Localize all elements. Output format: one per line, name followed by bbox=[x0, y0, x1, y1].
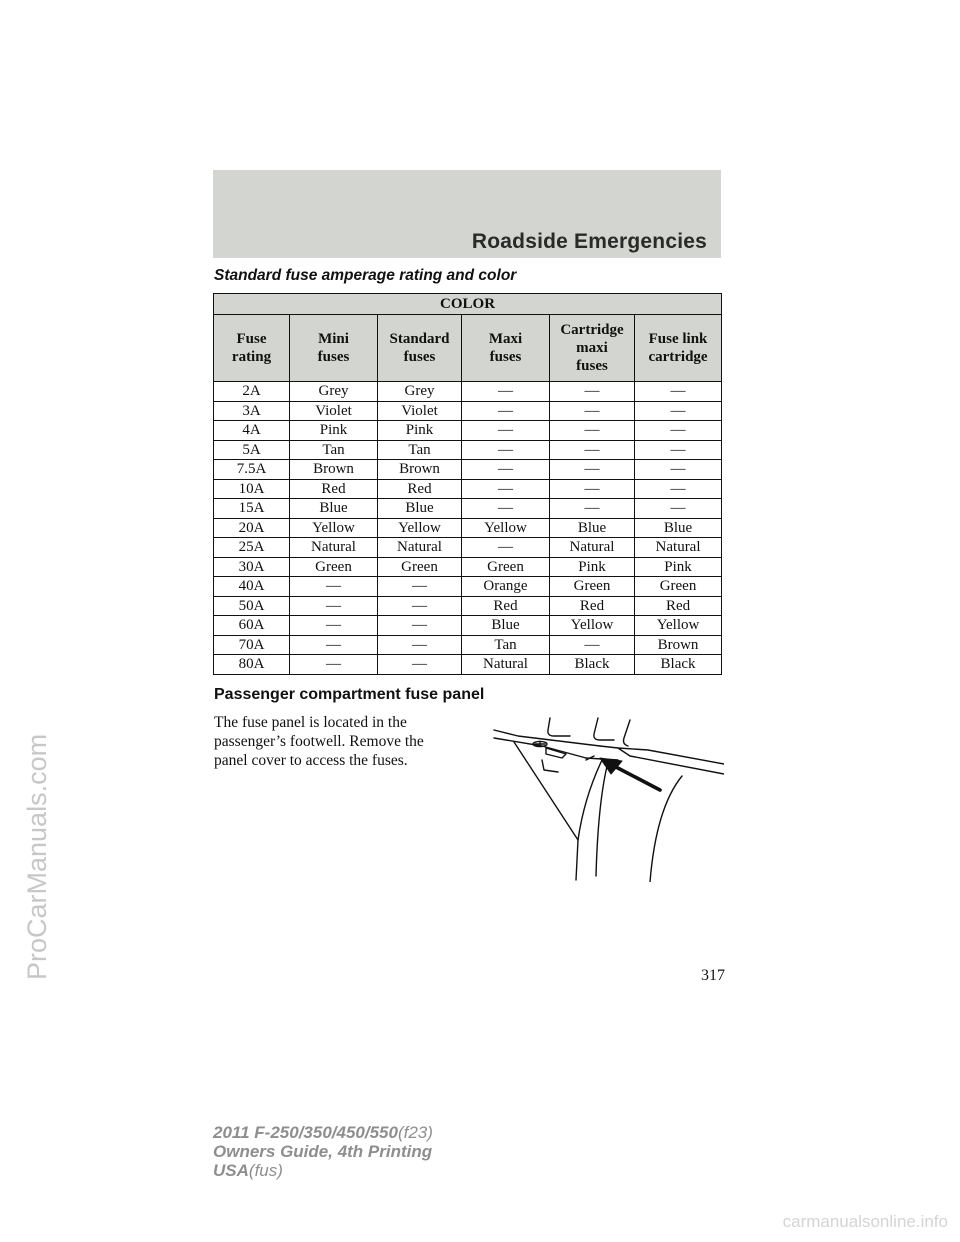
fuse-color-cell: — bbox=[635, 460, 722, 480]
fuse-color-cell: — bbox=[550, 421, 635, 441]
fuse-color-cell: — bbox=[290, 655, 378, 675]
footer-market: USA bbox=[213, 1161, 249, 1180]
fuse-color-cell: — bbox=[462, 382, 550, 402]
fuse-color-cell: — bbox=[550, 479, 635, 499]
fuse-color-cell: — bbox=[462, 460, 550, 480]
column-header-line: Maxi bbox=[488, 331, 523, 347]
fuse-color-cell: — bbox=[635, 479, 722, 499]
fuse-panel-location-illustration bbox=[488, 712, 724, 882]
table-row bbox=[214, 440, 722, 460]
column-header-line: fuses bbox=[489, 349, 522, 365]
fuse-color-cell: Red bbox=[462, 596, 550, 616]
fuse-color-cell: Green bbox=[462, 557, 550, 577]
bottom-watermark: carmanualsonline.info bbox=[782, 1212, 948, 1231]
table-row bbox=[214, 382, 722, 402]
fuse-color-cell: — bbox=[550, 499, 635, 519]
fuse-color-cell: Blue bbox=[378, 499, 462, 519]
description-line: passenger’s footwell. Remove the bbox=[214, 733, 424, 750]
passenger-panel-description bbox=[214, 713, 464, 770]
fuse-color-cell: — bbox=[290, 635, 378, 655]
table-row bbox=[214, 655, 722, 675]
fuse-color-cell: — bbox=[378, 635, 462, 655]
fuse-color-cell: — bbox=[550, 460, 635, 480]
fuse-color-cell: — bbox=[462, 401, 550, 421]
table-row bbox=[214, 518, 722, 538]
table-row bbox=[214, 577, 722, 597]
fuse-color-cell: Violet bbox=[378, 401, 462, 421]
fuse-color-cell: Brown bbox=[635, 635, 722, 655]
column-header-line: fuses bbox=[403, 349, 436, 365]
table-row bbox=[214, 538, 722, 558]
column-header bbox=[635, 315, 722, 382]
table-row bbox=[214, 616, 722, 636]
fuse-rating-cell: 60A bbox=[214, 616, 290, 636]
fuse-color-cell: — bbox=[378, 596, 462, 616]
fuse-color-cell: Tan bbox=[378, 440, 462, 460]
fuse-color-cell: — bbox=[290, 577, 378, 597]
footer-model: 2011 F-250/350/450/550 bbox=[213, 1123, 398, 1142]
fuse-color-cell: — bbox=[462, 479, 550, 499]
side-watermark-text: ProCarManuals.com bbox=[22, 733, 52, 980]
column-header bbox=[550, 315, 635, 382]
fuse-color-cell: — bbox=[635, 401, 722, 421]
fuse-color-cell: — bbox=[635, 421, 722, 441]
column-header-row bbox=[214, 315, 722, 382]
fuse-color-cell: Natural bbox=[462, 655, 550, 675]
fuse-color-cell: Black bbox=[635, 655, 722, 675]
fuse-color-cell: Blue bbox=[290, 499, 378, 519]
fuse-color-cell: Natural bbox=[635, 538, 722, 558]
fuse-color-cell: Green bbox=[550, 577, 635, 597]
table-row bbox=[214, 460, 722, 480]
fuse-color-cell: Black bbox=[550, 655, 635, 675]
fuse-rating-cell: 80A bbox=[214, 655, 290, 675]
description-line: panel cover to access the fuses. bbox=[214, 752, 408, 769]
fuse-color-cell: — bbox=[462, 440, 550, 460]
fuse-color-cell: Natural bbox=[550, 538, 635, 558]
fuse-rating-cell: 15A bbox=[214, 499, 290, 519]
column-header-line: maxi bbox=[576, 340, 608, 356]
fuse-color-cell: Natural bbox=[378, 538, 462, 558]
document-footer bbox=[213, 1123, 433, 1180]
fuse-rating-cell: 2A bbox=[214, 382, 290, 402]
fuse-color-table bbox=[213, 293, 722, 675]
fuse-rating-cell: 30A bbox=[214, 557, 290, 577]
fuse-color-cell: Brown bbox=[378, 460, 462, 480]
fuse-color-cell: Red bbox=[290, 479, 378, 499]
fuse-color-cell: — bbox=[378, 577, 462, 597]
fuse-color-cell: Blue bbox=[550, 518, 635, 538]
fuse-color-cell: Grey bbox=[290, 382, 378, 402]
fuse-color-cell: Grey bbox=[378, 382, 462, 402]
fuse-color-cell: Yellow bbox=[635, 616, 722, 636]
fuse-rating-cell: 70A bbox=[214, 635, 290, 655]
section-header-band bbox=[213, 170, 721, 258]
fuse-color-cell: Orange bbox=[462, 577, 550, 597]
passenger-panel-heading: Passenger compartment fuse panel bbox=[214, 686, 485, 703]
fuse-rating-cell: 3A bbox=[214, 401, 290, 421]
table-row bbox=[214, 421, 722, 441]
fuse-color-cell: — bbox=[550, 440, 635, 460]
color-group-header: COLOR bbox=[214, 294, 722, 315]
fuse-rating-cell: 20A bbox=[214, 518, 290, 538]
fuse-rating-cell: 25A bbox=[214, 538, 290, 558]
side-watermark bbox=[22, 520, 62, 980]
fuse-rating-cell: 7.5A bbox=[214, 460, 290, 480]
fuse-color-cell: Brown bbox=[290, 460, 378, 480]
fuse-color-cell: Yellow bbox=[378, 518, 462, 538]
fuse-color-cell: — bbox=[290, 596, 378, 616]
footer-market-code: (fus) bbox=[248, 1161, 283, 1180]
fuse-rating-cell: 5A bbox=[214, 440, 290, 460]
fuse-color-cell: Green bbox=[635, 577, 722, 597]
fuse-color-cell: Green bbox=[290, 557, 378, 577]
fuse-color-cell: Yellow bbox=[290, 518, 378, 538]
column-header bbox=[214, 315, 290, 382]
table-row bbox=[214, 635, 722, 655]
fuse-color-cell: — bbox=[462, 421, 550, 441]
fuse-color-cell: Blue bbox=[635, 518, 722, 538]
column-header bbox=[462, 315, 550, 382]
fuse-color-cell: Blue bbox=[462, 616, 550, 636]
column-header bbox=[290, 315, 378, 382]
fuse-color-cell: Violet bbox=[290, 401, 378, 421]
column-header-line: Standard bbox=[389, 331, 450, 347]
fuse-rating-cell: 40A bbox=[214, 577, 290, 597]
fuse-color-cell: — bbox=[550, 401, 635, 421]
fuse-color-cell: Yellow bbox=[462, 518, 550, 538]
footer-model-code: (f23) bbox=[397, 1123, 433, 1142]
column-header-line: fuses bbox=[576, 358, 608, 374]
fuse-color-cell: — bbox=[378, 616, 462, 636]
fuse-color-cell: Natural bbox=[290, 538, 378, 558]
table-row bbox=[214, 596, 722, 616]
table-row bbox=[214, 557, 722, 577]
fuse-rating-cell: 50A bbox=[214, 596, 290, 616]
fuse-color-cell: — bbox=[635, 440, 722, 460]
fuse-color-cell: Green bbox=[378, 557, 462, 577]
footer-edition: Owners Guide, 4th Printing bbox=[213, 1142, 433, 1161]
table-row bbox=[214, 499, 722, 519]
column-header-line: fuses bbox=[317, 349, 350, 365]
fuse-color-cell: — bbox=[550, 635, 635, 655]
fuse-color-cell: Pink bbox=[290, 421, 378, 441]
table-row bbox=[214, 401, 722, 421]
section-title: Roadside Emergencies bbox=[471, 230, 707, 253]
fuse-color-cell: Tan bbox=[290, 440, 378, 460]
fuse-color-cell: — bbox=[635, 499, 722, 519]
fuse-color-cell: Pink bbox=[635, 557, 722, 577]
fuse-color-cell: Pink bbox=[550, 557, 635, 577]
fuse-table-body bbox=[214, 382, 722, 675]
column-header-line: Mini bbox=[318, 331, 349, 347]
column-header-line: cartridge bbox=[648, 349, 708, 365]
column-header bbox=[378, 315, 462, 382]
fuse-color-cell: — bbox=[290, 616, 378, 636]
fuse-color-cell: Red bbox=[550, 596, 635, 616]
column-header-line: Cartridge bbox=[560, 322, 624, 338]
fuse-color-cell: Pink bbox=[378, 421, 462, 441]
fuse-rating-cell: 10A bbox=[214, 479, 290, 499]
fuse-color-cell: — bbox=[550, 382, 635, 402]
fuse-color-cell: Red bbox=[635, 596, 722, 616]
page-number: 317 bbox=[701, 967, 725, 984]
column-header-line: Fuse bbox=[236, 331, 267, 347]
fuse-color-cell: — bbox=[462, 499, 550, 519]
description-line: The fuse panel is located in the bbox=[214, 714, 407, 731]
table-row bbox=[214, 479, 722, 499]
column-header-line: Fuse link bbox=[648, 331, 708, 347]
fuse-color-cell: — bbox=[635, 382, 722, 402]
fuse-color-cell: Red bbox=[378, 479, 462, 499]
fuse-color-cell: Tan bbox=[462, 635, 550, 655]
fuse-color-cell: Yellow bbox=[550, 616, 635, 636]
fuse-rating-cell: 4A bbox=[214, 421, 290, 441]
column-header-line: rating bbox=[231, 349, 272, 365]
fuse-color-cell: — bbox=[378, 655, 462, 675]
fuse-table-title: Standard fuse amperage rating and color bbox=[214, 267, 517, 284]
fuse-color-cell: — bbox=[462, 538, 550, 558]
